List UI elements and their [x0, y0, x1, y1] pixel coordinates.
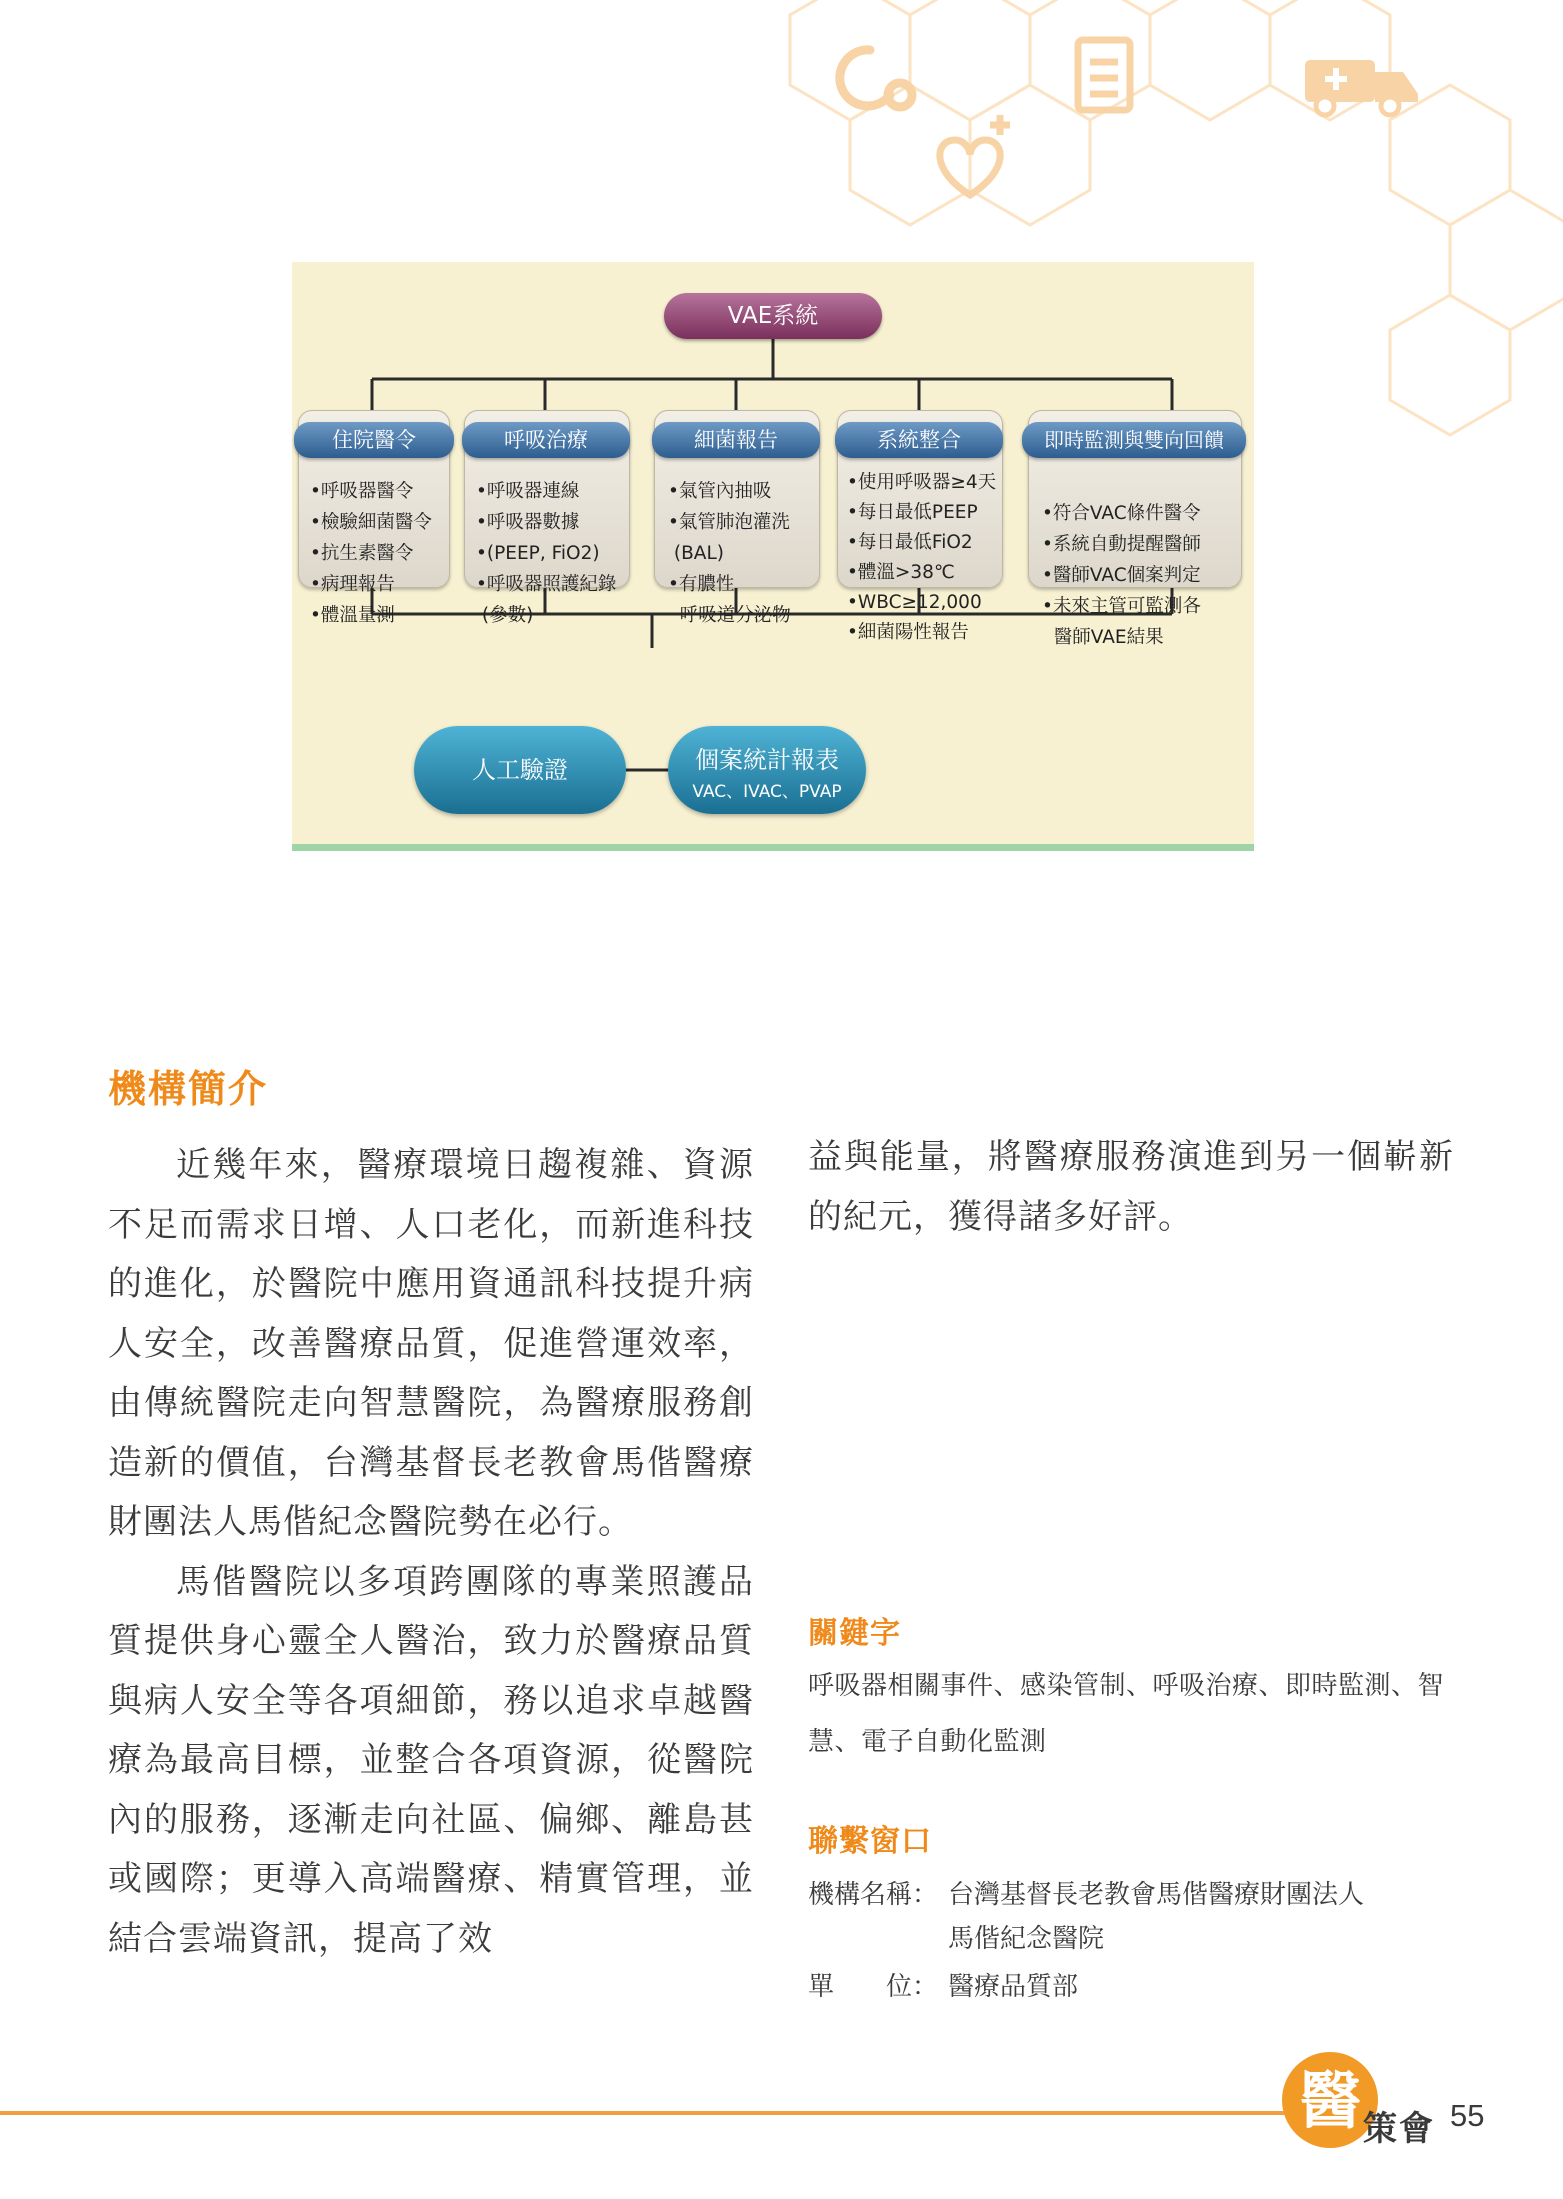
svg-text:策: 策 — [1363, 2109, 1397, 2149]
list-item: 呼吸道分泌物 — [668, 605, 791, 626]
list-item: •未來主管可監測各 — [1042, 596, 1201, 617]
vae-system-diagram — [292, 262, 1254, 851]
organization-label: 機構名稱： — [808, 1880, 939, 1910]
unit-value: 醫療品質部 — [948, 1972, 1079, 2002]
list-item: (參數) — [476, 605, 534, 626]
realtime-monitoring-list — [1042, 498, 1201, 653]
intro-paragraph-2: 馬偕醫院以多項跨團隊的專業照護品質提供身心靈全人醫治，致力於醫療品質與病人安全等各項細節，務以追求卓越醫療為最高目標，並整合各項資源，從醫院內的服務，逐漸走向社區、偏鄉、離島甚或國際；更導入高端醫療、精實管理，並結合雲端資訊，提高了效 — [108, 1561, 754, 1959]
vae-system-root: VAE系統 — [664, 293, 882, 339]
keywords-title: 關鍵字 — [808, 1616, 901, 1651]
list-item: •呼吸器連線 — [476, 481, 580, 502]
system-integration-header: 系統整合 — [835, 422, 1003, 458]
heart-handshake-icon — [940, 115, 1010, 195]
intro-paragraph-1: 近幾年來，醫療環境日趨複雜、資源不足而需求日增、人口老化，而新進科技的進化，於醫院中應用資通訊科技提升病人安全，改善醫療品質，促進營運效率，由傳統醫院走向智慧醫院，為醫療服務創造新的價值，台灣基督長老教會馬偕醫療財團法人馬偕紀念醫院勢在必行。 — [108, 1145, 754, 1542]
contact-unit-row — [808, 1966, 1078, 2003]
list-item: •使用呼吸器≥4天 — [847, 472, 997, 493]
ambulance-icon — [1305, 60, 1418, 115]
list-item: 醫師VAE結果 — [1042, 627, 1164, 648]
case-statistics-report-title: 個案統計報表 — [695, 746, 839, 774]
list-item: •體溫量測 — [310, 605, 395, 626]
body-column-left — [108, 1136, 754, 1969]
manual-verification-label: 人工驗證 — [472, 756, 568, 784]
organization-name-line1: 台灣基督長老教會馬偕醫療財團法人 — [948, 1880, 1365, 1910]
list-item: •病理報告 — [310, 574, 395, 595]
body-column-right — [808, 1128, 1454, 1247]
list-item: •呼吸器醫令 — [310, 481, 414, 502]
list-item: •體溫>38℃ — [847, 562, 955, 583]
list-item: •有膿性 — [668, 574, 735, 595]
list-item: •醫師VAC個案判定 — [1042, 565, 1201, 586]
bacteria-report-list — [668, 476, 791, 631]
contact-title: 聯繫窗口 — [808, 1824, 932, 1859]
list-item: •每日最低FiO2 — [847, 532, 973, 553]
list-item: •呼吸器照護紀錄 — [476, 574, 617, 595]
page-number: 55 — [1450, 2098, 1485, 2133]
intro-paragraph-2-continued: 益與能量，將醫療服務演進到另一個嶄新的紀元，獲得諸多好評。 — [808, 1137, 1454, 1237]
list-item: •細菌陽性報告 — [847, 622, 969, 643]
contact-organization-row-2 — [808, 1918, 1104, 1955]
list-item: •檢驗細菌醫令 — [310, 512, 432, 533]
unit-label: 單 位： — [808, 1972, 939, 2002]
list-item: •符合VAC條件醫令 — [1042, 503, 1201, 524]
manual-verification-oval — [414, 726, 626, 814]
stethoscope-icon — [840, 50, 912, 107]
bacteria-report-header: 細菌報告 — [652, 422, 820, 458]
list-item: •(PEEP, FiO2) — [476, 543, 600, 564]
keywords-text: 呼吸器相關事件、感染管制、呼吸治療、即時監測、智慧、電子自動化監測 — [808, 1671, 1445, 1757]
section-title-institution-intro: 機構簡介 — [108, 1067, 269, 1111]
inpatient-orders-header: 住院醫令 — [294, 422, 454, 458]
list-item: •氣管肺泡灌洗 — [668, 512, 790, 533]
svg-text:醫: 醫 — [1298, 2064, 1362, 2137]
list-item: •抗生素醫令 — [310, 543, 414, 564]
list-item: •WBC≥12,000 — [847, 592, 982, 613]
list-item: •呼吸器數據 — [476, 512, 580, 533]
contact-organization-row — [808, 1874, 1364, 1911]
tjcha-logo — [1268, 2030, 1438, 2170]
organization-name-line2: 馬偕紀念醫院 — [948, 1924, 1105, 1954]
list-item: (BAL) — [668, 543, 724, 564]
case-statistics-report-subtitle: VAC、IVAC、PVAP — [692, 782, 842, 802]
realtime-monitoring-header: 即時監測與雙向回饋 — [1022, 422, 1246, 458]
respiratory-therapy-header: 呼吸治療 — [462, 422, 630, 458]
list-item: •氣管內抽吸 — [668, 481, 772, 502]
case-statistics-report-oval — [668, 726, 866, 814]
inpatient-orders-list — [310, 476, 432, 631]
respiratory-therapy-list — [476, 476, 616, 631]
footer-rule — [0, 2111, 1320, 2115]
list-item: •系統自動提醒醫師 — [1042, 534, 1201, 555]
svg-text:會: 會 — [1399, 2109, 1433, 2149]
system-integration-list — [847, 468, 996, 648]
list-item: •每日最低PEEP — [847, 502, 978, 523]
